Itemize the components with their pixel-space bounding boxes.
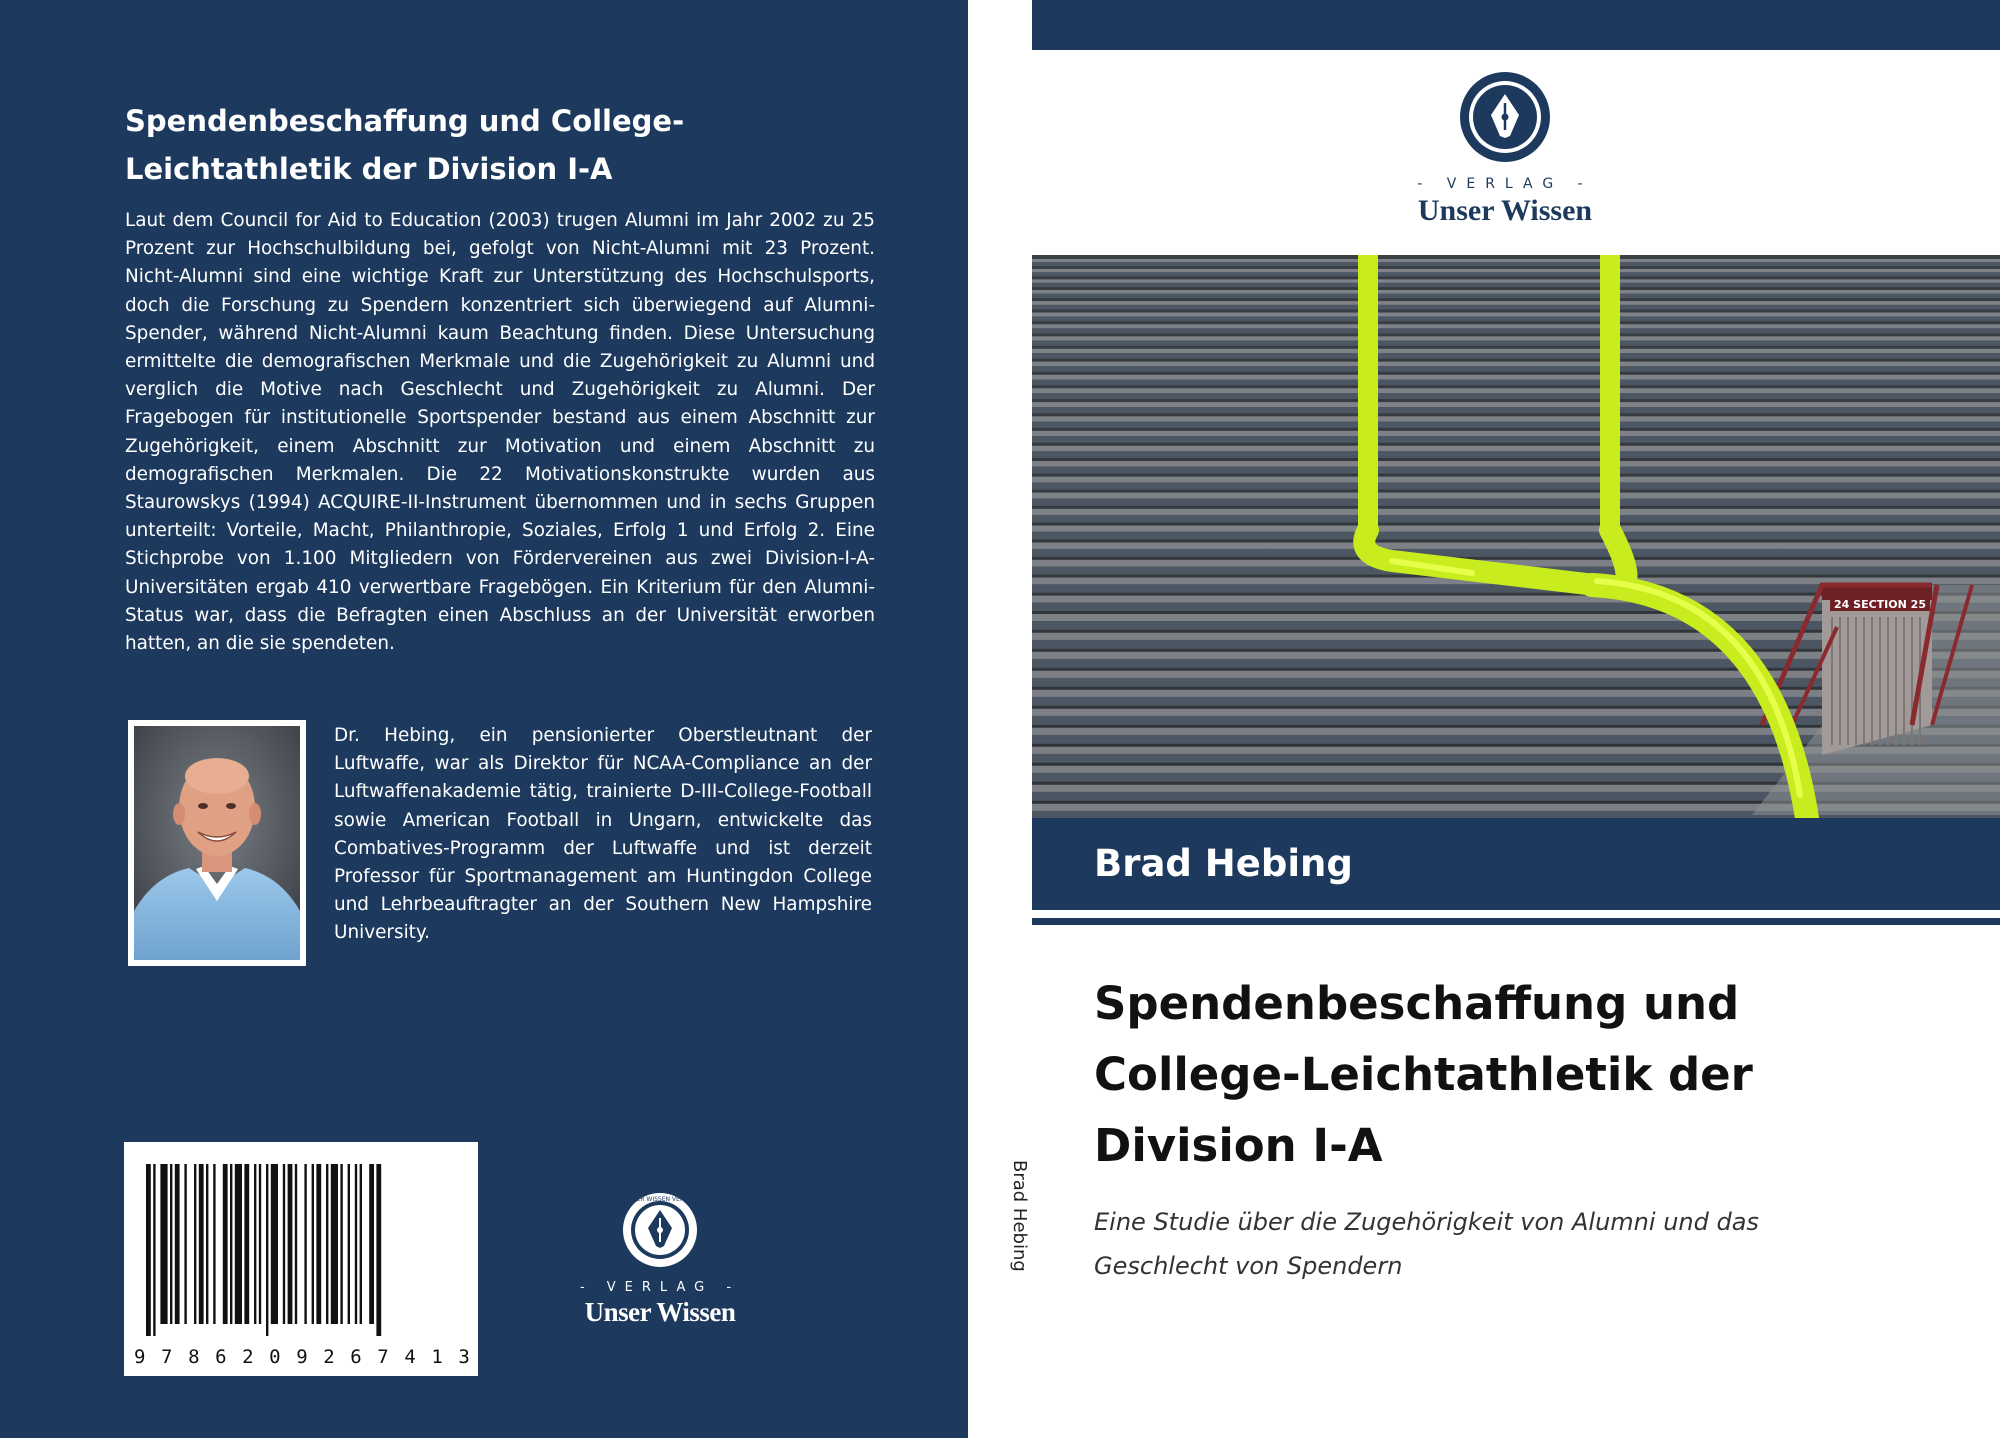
front-publisher-logo bbox=[1380, 70, 1630, 228]
back-cover-blurb: Laut dem Council for Aid to Education (2003) trugen Alumni im Jahr 2002 zu 25 Prozent zur Hochschulbildung bei, gefolgt von Nicht-Alumni mit 23 Prozent. Nicht-Alumni sind eine wichtige Kraft zur Unterstützung des Hochschulsports, doch die Forschung zu Spendern konzentriert sich überwiegend auf Alumni-Spender, während Nicht-Alumni kaum Beachtung finden. Diese Untersuchung ermittelte die demografischen Merkmale und die Zugehörigkeit zu Alumni und verglich die Motive nach Geschlecht und Zugehörigkeit zu Alumni. Der Fragebogen für institutionelle Sportspender bestand aus einem Abschnitt zur Zugehörigkeit, einem Abschnitt zur Motivation und einem Abschnitt zu demografischen Merkmalen. Die 22 Motivationskonstrukte wurden aus Staurowskys (1994) ACQUIRE-II-Instrument übernommen und in sechs Gruppen unterteilt: Vorteile, Macht, Philanthropie, Soziales, Erfolg 1 und Erfolg 2. Eine Stichprobe von 1.100 Mitgliedern von Fördervereinen aus zwei Division-I-A-Universitäten ergab 410 verwertbare Fragebögen. Ein Kriterium für den Alumni-Status war, dass die Befragten einen Abschluss an der Universität erworben hatten, an die sie spendeten. bbox=[125, 210, 875, 655]
section-sign: 24 SECTION 25 bbox=[1834, 598, 1926, 611]
bleacher-row-shadow bbox=[1032, 549, 2000, 557]
barcode-bar bbox=[331, 1164, 338, 1324]
bleacher-row bbox=[1032, 543, 2000, 549]
barcode-bar bbox=[244, 1164, 249, 1324]
author-portrait-image bbox=[134, 726, 300, 960]
bleacher-row-shadow bbox=[1032, 341, 2000, 346]
bleacher-row bbox=[1032, 402, 2000, 407]
back-title-line-1: Spendenbeschaffung und College- bbox=[125, 104, 685, 138]
bleacher-row bbox=[1032, 313, 2000, 317]
bleacher-row bbox=[1032, 290, 2000, 294]
barcode-bar bbox=[348, 1164, 350, 1324]
bleacher-row-shadow bbox=[1032, 305, 2000, 310]
barcode-bar bbox=[254, 1164, 256, 1324]
barcode-bar bbox=[206, 1164, 208, 1324]
barcode-bar bbox=[160, 1164, 167, 1324]
front-title-line-3: Division I-A bbox=[1094, 1119, 1383, 1172]
barcode-bar bbox=[295, 1164, 297, 1324]
bleacher-row bbox=[1032, 375, 2000, 380]
bleacher-row-shadow bbox=[1032, 393, 2000, 399]
spine-author: Brad Hebing bbox=[1009, 1160, 1030, 1272]
barcode-bar bbox=[230, 1164, 232, 1324]
back-title-line-2: Leichtathletik der Division I-A bbox=[125, 152, 613, 186]
barcode-bar bbox=[153, 1164, 155, 1336]
cover-photo-stadium bbox=[1032, 255, 2000, 818]
bleacher-row-shadow bbox=[1032, 532, 2000, 540]
bleacher-row-shadow bbox=[1032, 467, 2000, 474]
front-author-name: Brad Hebing bbox=[1094, 842, 1353, 885]
isbn-digit: 6 bbox=[215, 1346, 227, 1368]
bleacher-row bbox=[1032, 324, 2000, 328]
bleacher-row bbox=[1032, 362, 2000, 367]
isbn-digit: 8 bbox=[188, 1346, 200, 1368]
back-publisher-name: Unser Wissen bbox=[584, 1297, 736, 1327]
front-title-line-2: College-Leichtathletik der bbox=[1094, 1048, 1753, 1101]
bleacher-row-shadow bbox=[1032, 379, 2000, 385]
barcode-bar bbox=[316, 1164, 321, 1324]
back-cover-title bbox=[125, 97, 825, 193]
front-cover-subtitle bbox=[1094, 1200, 1954, 1288]
bleacher-row bbox=[1032, 493, 2000, 499]
bleacher-row bbox=[1032, 336, 2000, 340]
barcode-bar bbox=[199, 1164, 204, 1324]
subtitle-line-2: Geschlecht von Spendern bbox=[1094, 1252, 1403, 1280]
bleacher-row-shadow bbox=[1032, 499, 2000, 506]
bleacher-row bbox=[1032, 279, 2000, 282]
isbn-digit: 9 bbox=[296, 1346, 308, 1368]
bleacher-row-shadow bbox=[1032, 515, 2000, 523]
author-bio: Dr. Hebing, ein pensionierter Oberstleutnant der Luftwaffe, war als Direktor für NCAA-Compliance an der Luftwaffenakademie tätig, trainierte D-III-College-Football sowie American Football in Ungarn, entwickelte das Combatives-Programm der Luftwaffe und ist derzeit Professor für Sportmanagement am Huntingdon College und Lehrbeauftragter an der Southern New Hampshire University. bbox=[334, 725, 872, 944]
bleacher-row-shadow bbox=[1032, 366, 2000, 372]
barcode-bar bbox=[259, 1164, 261, 1324]
isbn-digit: 7 bbox=[377, 1346, 389, 1368]
front-cover-title bbox=[1094, 968, 1954, 1181]
bleacher-row bbox=[1032, 477, 2000, 483]
isbn-digit: 0 bbox=[269, 1346, 281, 1368]
bleacher-row bbox=[1032, 431, 2000, 436]
bleacher-row bbox=[1032, 446, 2000, 452]
bleacher-row-shadow bbox=[1032, 262, 2000, 266]
barcode-bar bbox=[146, 1164, 151, 1336]
barcode-bar bbox=[213, 1164, 215, 1324]
bleacher-row-shadow bbox=[1032, 451, 2000, 458]
bleacher-row-shadow bbox=[1032, 436, 2000, 443]
front-title-line-1: Spendenbeschaffung und bbox=[1094, 977, 1740, 1030]
isbn-digit: 1 bbox=[431, 1346, 443, 1368]
bleacher-row bbox=[1032, 509, 2000, 515]
bleacher-row-shadow bbox=[1032, 407, 2000, 413]
bleacher-row-shadow bbox=[1032, 482, 2000, 489]
barcode-bar bbox=[184, 1164, 186, 1324]
bleacher-row-shadow bbox=[1032, 353, 2000, 358]
bleacher-row-shadow bbox=[1032, 328, 2000, 333]
barcode-bar bbox=[266, 1164, 268, 1336]
fountain-pen-nib-icon bbox=[1458, 70, 1552, 164]
bleacher-row bbox=[1032, 269, 2000, 272]
bleacher-row-shadow bbox=[1032, 294, 2000, 298]
subtitle-line-1: Eine Studie über die Zugehörigkeit von Alumni und das bbox=[1094, 1208, 1759, 1236]
seal-ring-text: UNSER WISSEN VERLAG bbox=[623, 1196, 697, 1203]
barcode-bar bbox=[369, 1164, 374, 1324]
bleacher-row bbox=[1032, 388, 2000, 393]
front-publisher-name: Unser Wissen bbox=[1417, 194, 1593, 227]
barcode-bar bbox=[170, 1164, 172, 1324]
bleacher-row bbox=[1032, 461, 2000, 467]
barcode-bar bbox=[223, 1164, 228, 1324]
isbn-digit: 7 bbox=[161, 1346, 173, 1368]
barcode-bar bbox=[360, 1164, 362, 1324]
barcode-bars bbox=[124, 1142, 478, 1342]
barcode-bar bbox=[340, 1164, 342, 1324]
bleacher-row-shadow bbox=[1032, 283, 2000, 287]
back-publisher-logo bbox=[560, 1190, 760, 1328]
isbn-digit: 2 bbox=[242, 1346, 254, 1368]
barcode-bar bbox=[235, 1164, 242, 1324]
bleacher-row bbox=[1032, 259, 2000, 262]
barcode-bar bbox=[271, 1164, 278, 1324]
barcode-bar bbox=[194, 1164, 196, 1324]
front-top-bar bbox=[1032, 0, 2000, 50]
stadium-goalpost-image bbox=[1032, 255, 2000, 818]
barcode-bar bbox=[304, 1164, 306, 1324]
fountain-pen-nib-icon bbox=[620, 1190, 700, 1270]
bleacher-row bbox=[1032, 301, 2000, 305]
bleacher-row bbox=[1032, 416, 2000, 421]
front-divider-line bbox=[1032, 918, 2000, 925]
back-publisher-verlag: - VERLAG - bbox=[579, 1280, 741, 1295]
bleacher-row bbox=[1032, 526, 2000, 532]
author-portrait bbox=[128, 720, 306, 966]
barcode-bar bbox=[288, 1164, 293, 1324]
bleacher-row-shadow bbox=[1032, 316, 2000, 321]
barcode-bar bbox=[283, 1164, 285, 1324]
barcode-bar bbox=[326, 1164, 328, 1324]
isbn-digit: 6 bbox=[350, 1346, 362, 1368]
bleacher-row bbox=[1032, 349, 2000, 353]
bleacher-row-shadow bbox=[1032, 272, 2000, 276]
barcode-bar bbox=[175, 1164, 180, 1324]
barcode-bar bbox=[376, 1164, 381, 1336]
bleacher-row-shadow bbox=[1032, 421, 2000, 427]
barcode-bar bbox=[355, 1164, 357, 1324]
barcode-bar bbox=[312, 1164, 314, 1324]
isbn-barcode bbox=[124, 1142, 478, 1376]
isbn-digit: 4 bbox=[404, 1346, 416, 1368]
front-publisher-verlag: - VERLAG - bbox=[1417, 176, 1593, 192]
front-author-band bbox=[1032, 818, 2000, 910]
isbn-number bbox=[134, 1346, 470, 1368]
isbn-digit: 3 bbox=[458, 1346, 470, 1368]
isbn-digit: 2 bbox=[323, 1346, 335, 1368]
isbn-digit: 9 bbox=[134, 1346, 146, 1368]
